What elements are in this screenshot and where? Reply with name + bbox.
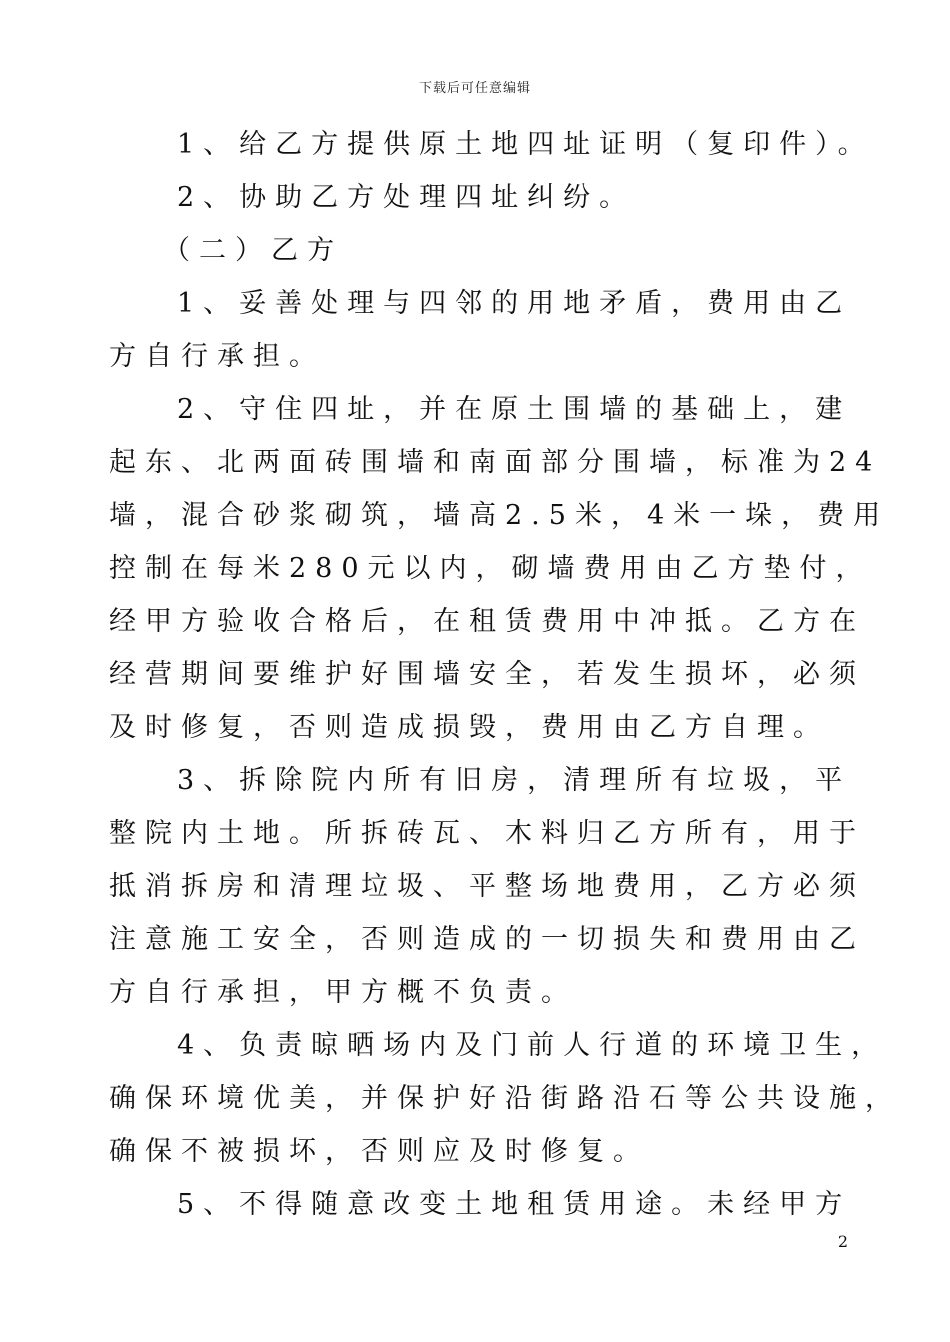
paragraph-line: 方自行承担。	[109, 341, 325, 372]
page-number: 2	[837, 1232, 848, 1251]
paragraph-line: 整院内土地。所拆砖瓦、木料归乙方所有，用于	[109, 818, 865, 849]
paragraph-line: 抵消拆房和清理垃圾、平整场地费用，乙方必须	[109, 871, 865, 902]
paragraph-line: 经甲方验收合格后，在租赁费用中冲抵。乙方在	[109, 606, 865, 637]
paragraph-line: 经营期间要维护好围墙安全，若发生损坏，必须	[109, 659, 865, 690]
paragraph-line: 1、妥善处理与四邻的用地矛盾，费用由乙	[177, 288, 852, 319]
paragraph-line: 5、不得随意改变土地租赁用途。未经甲方	[177, 1189, 852, 1220]
paragraph-line: 2、协助乙方处理四址纠纷。	[177, 182, 636, 213]
paragraph-line: 4、负责晾晒场内及门前人行道的环境卫生，	[177, 1030, 888, 1061]
paragraph-line: 控制在每米280元以内，砌墙费用由乙方垫付，	[109, 553, 872, 584]
paragraph-line: 墙，混合砂浆砌筑，墙高2.5米，4米一垛，费用	[109, 500, 890, 531]
paragraph-line: 3、拆除院内所有旧房，清理所有垃圾，平	[177, 765, 852, 796]
paragraph-line: 方自行承担，甲方概不负责。	[109, 977, 577, 1008]
paragraph-line: 1、给乙方提供原土地四址证明（复印件）。	[177, 129, 874, 160]
paragraph-line: 起东、北两面砖围墙和南面部分围墙，标准为24	[109, 447, 882, 478]
document-body	[109, 118, 901, 1231]
paragraph-line: 确保环境优美，并保护好沿街路沿石等公共设施，	[109, 1083, 901, 1114]
section-heading: （二）乙方	[163, 235, 343, 266]
paragraph-line: 2、守住四址，并在原土围墙的基础上，建	[177, 394, 852, 425]
paragraph-line: 确保不被损坏，否则应及时修复。	[109, 1136, 649, 1167]
page-header: 下载后可任意编辑	[418, 81, 531, 96]
paragraph-line: 注意施工安全，否则造成的一切损失和费用由乙	[109, 924, 865, 955]
paragraph-line: 及时修复，否则造成损毁，费用由乙方自理。	[109, 712, 829, 743]
